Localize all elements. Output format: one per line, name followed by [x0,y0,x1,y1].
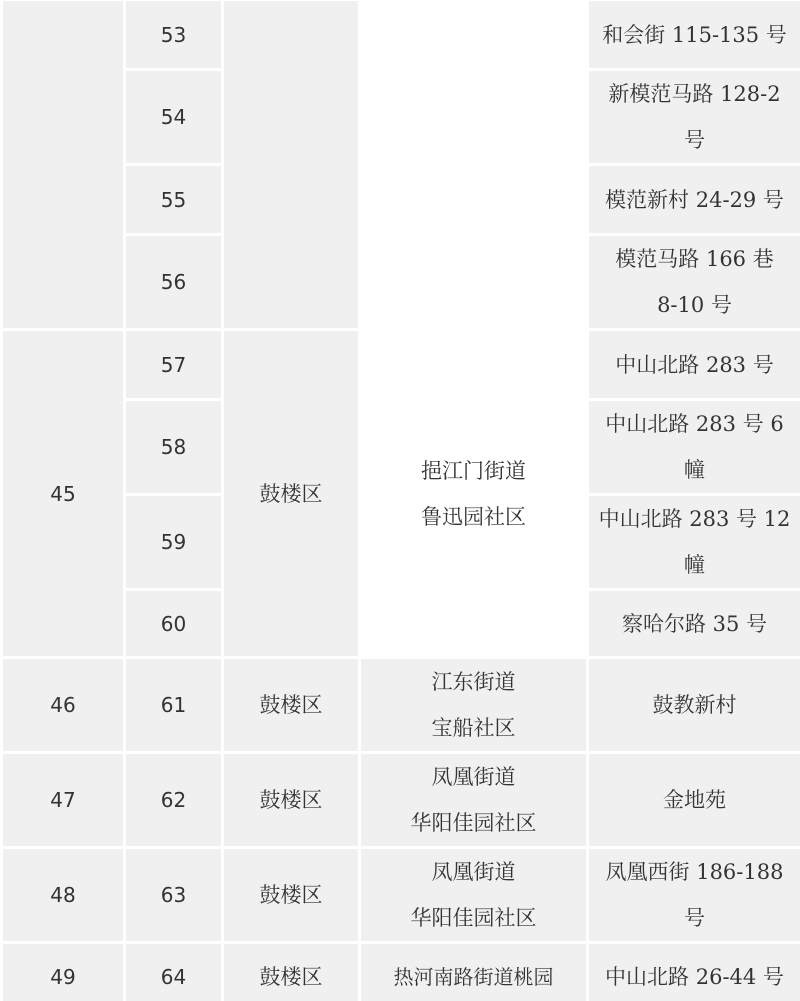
address-line: 察哈尔路 35 号 [621,611,768,636]
address-cell [588,400,800,495]
address-cell [588,330,800,400]
street-line: 鲁迅园社区 [421,504,526,529]
group-no-cell: 47 [2,753,125,848]
address-cell [588,848,800,943]
street-line: 热河南路街道桃园 [393,964,554,989]
address-line: 模范马路 166 巷 [615,247,774,271]
address-cell [588,590,800,658]
group-no-cell: 45 [2,330,125,658]
address-cell [588,495,800,590]
seq-cell: 55 [125,165,223,235]
table-row [2,753,800,848]
address-line: 幢 [684,553,705,577]
street-line: 挹江门街道 [421,458,526,483]
address-line: 鼓教新村 [652,693,737,717]
seq-cell: 54 [125,70,223,165]
district-cell: 鼓楼区 [223,658,360,753]
district-cell: 鼓楼区 [223,330,360,658]
address-line: 中山北路 283 号 [615,352,774,377]
seq-cell: 59 [125,495,223,590]
group-no-cell [2,0,125,330]
address-line: 模范新村 24-29 号 [605,187,784,212]
address-cell [588,658,800,753]
address-line: 凤凰西街 186-188 [605,860,784,884]
table-row [2,848,800,943]
street-cell [360,848,588,943]
table-row [2,330,800,400]
address-line: 幢 [684,458,705,482]
table-row [2,658,800,753]
group-no-cell: 49 [2,943,125,1001]
address-cell [588,753,800,848]
street-line: 宝船社区 [431,716,516,740]
group-no-cell: 46 [2,658,125,753]
group-no-cell: 48 [2,848,125,943]
street-line: 江东街道 [431,670,516,694]
address-line: 中山北路 283 号 12 [598,507,791,531]
table-row [2,0,800,70]
seq-cell: 56 [125,235,223,330]
address-line: 新模范马路 128-2 [608,82,781,106]
address-cell [588,0,800,70]
address-line: 和会街 115-135 号 [602,22,787,47]
seq-cell: 64 [125,943,223,1001]
address-line: 号 [684,128,705,152]
seq-cell: 63 [125,848,223,943]
seq-cell: 53 [125,0,223,70]
district-cell: 鼓楼区 [223,943,360,1001]
address-line: 中山北路 26-44 号 [605,964,784,989]
seq-cell: 57 [125,330,223,400]
street-cell [360,753,588,848]
table-row [2,943,800,1001]
seq-cell: 60 [125,590,223,658]
address-line: 8-10 号 [657,293,732,317]
street-cell [360,0,588,330]
seq-cell: 58 [125,400,223,495]
seq-cell: 61 [125,658,223,753]
district-cell: 鼓楼区 [223,848,360,943]
street-line: 华阳佳园社区 [410,906,537,930]
street-cell [360,658,588,753]
address-line: 号 [684,906,705,930]
address-cell [588,943,800,1001]
address-line: 金地苑 [663,788,726,812]
street-line: 凤凰街道 [431,765,516,789]
street-line: 凤凰街道 [431,860,516,884]
address-cell [588,70,800,165]
district-cell [223,0,360,330]
street-cell [360,330,588,658]
address-cell [588,235,800,330]
district-cell: 鼓楼区 [223,753,360,848]
street-line: 华阳佳园社区 [410,811,537,835]
seq-cell: 62 [125,753,223,848]
address-cell [588,165,800,235]
address-line: 中山北路 283 号 6 [605,412,784,436]
street-cell [360,943,588,1001]
